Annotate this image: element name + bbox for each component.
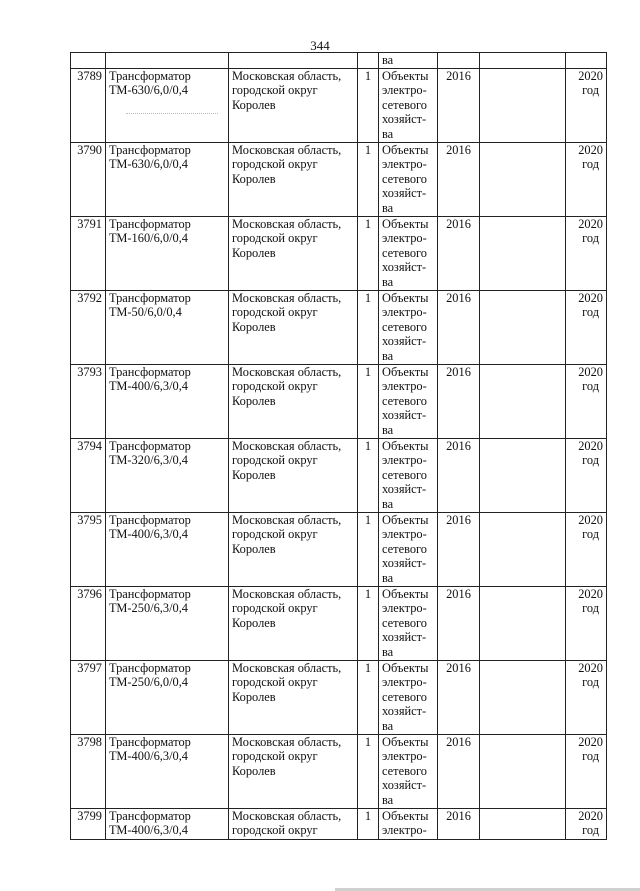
blank-cell bbox=[480, 290, 566, 364]
year-cell: 2016 bbox=[438, 438, 480, 512]
location-cell bbox=[229, 142, 358, 216]
category-cell bbox=[379, 660, 438, 734]
name-line: Трансформатор bbox=[109, 586, 191, 601]
location-cell bbox=[229, 290, 358, 364]
blank-cell bbox=[480, 586, 566, 660]
planned-year-line: 2020 bbox=[578, 512, 603, 527]
location-cell bbox=[229, 512, 358, 586]
name-line: ТМ-250/6,0/0,4 bbox=[109, 675, 188, 690]
name-cell bbox=[106, 660, 229, 734]
table-row bbox=[71, 142, 607, 216]
continued-row bbox=[71, 53, 607, 69]
location-line: Королев bbox=[232, 467, 276, 482]
name-line: ТМ-250/6,3/0,4 bbox=[109, 601, 188, 616]
category-line: хозяйст- bbox=[382, 704, 427, 719]
category-line: сетевого bbox=[382, 97, 427, 112]
row-number-cell: 3792 bbox=[71, 290, 106, 364]
quantity-cell: 1 bbox=[358, 512, 379, 586]
category-line: ва bbox=[382, 126, 394, 141]
category-line: сетевого bbox=[382, 319, 427, 334]
year-cell: 2016 bbox=[438, 734, 480, 808]
year-cell: 2016 bbox=[438, 68, 480, 142]
blank-cell bbox=[480, 660, 566, 734]
planned-year bbox=[578, 661, 603, 690]
location-line: Московская область, bbox=[232, 216, 342, 231]
planned-year-line: год bbox=[582, 823, 600, 838]
location-cell bbox=[229, 68, 358, 142]
location-line: Королев bbox=[232, 763, 276, 778]
category-line: электро- bbox=[382, 823, 427, 838]
location-line: городской округ bbox=[232, 453, 318, 468]
category-line: Объекты bbox=[382, 142, 429, 157]
category-line: сетевого bbox=[382, 615, 427, 630]
quantity-cell: 1 bbox=[358, 364, 379, 438]
year-cell: 2016 bbox=[438, 586, 480, 660]
location-line: Королев bbox=[232, 97, 276, 112]
category-line: ва bbox=[382, 792, 394, 807]
year-cell: 2016 bbox=[438, 364, 480, 438]
category-line: Объекты bbox=[382, 734, 429, 749]
row-number-cell: 3799 bbox=[71, 808, 106, 839]
scan-smudge bbox=[126, 113, 218, 116]
blank-cell bbox=[480, 808, 566, 839]
category-line: Объекты bbox=[382, 364, 429, 379]
year-cell: 2016 bbox=[438, 512, 480, 586]
cell-empty bbox=[358, 53, 379, 69]
location-cell bbox=[229, 808, 358, 839]
planned-year-line: год bbox=[582, 157, 600, 172]
category-line: электро- bbox=[382, 601, 427, 616]
location-line: городской округ bbox=[232, 601, 318, 616]
location-line: Московская область, bbox=[232, 68, 342, 83]
category-line: сетевого bbox=[382, 245, 427, 260]
quantity-cell: 1 bbox=[358, 808, 379, 839]
planned-year bbox=[578, 217, 603, 246]
planned-year-cell bbox=[566, 438, 607, 512]
planned-year-line: год bbox=[582, 749, 600, 764]
location-cell bbox=[229, 586, 358, 660]
blank-cell bbox=[480, 438, 566, 512]
location-line: Королев bbox=[232, 541, 276, 556]
category-line: ва bbox=[382, 718, 394, 733]
location-cell bbox=[229, 364, 358, 438]
cell-empty bbox=[106, 53, 229, 69]
category-line: электро- bbox=[382, 157, 427, 172]
category-line: электро- bbox=[382, 83, 427, 98]
name-line: ТМ-50/6,0/0,4 bbox=[109, 305, 182, 320]
quantity-cell: 1 bbox=[358, 216, 379, 290]
location-line: Московская область, bbox=[232, 290, 342, 305]
category-cell bbox=[379, 364, 438, 438]
location-line: Московская область, bbox=[232, 142, 342, 157]
location-line: городской округ bbox=[232, 749, 318, 764]
name-line: ТМ-400/6,3/0,4 bbox=[109, 527, 188, 542]
category-line: электро- bbox=[382, 379, 427, 394]
table-row bbox=[71, 364, 607, 438]
name-line: Трансформатор bbox=[109, 512, 191, 527]
table-row bbox=[71, 808, 607, 839]
category-line: электро- bbox=[382, 305, 427, 320]
category-cell bbox=[379, 734, 438, 808]
name-cell bbox=[106, 512, 229, 586]
category-line: Объекты bbox=[382, 586, 429, 601]
category-line: ва bbox=[382, 570, 394, 585]
category-line: электро- bbox=[382, 749, 427, 764]
category-line: ва bbox=[382, 348, 394, 363]
category-line: электро- bbox=[382, 527, 427, 542]
planned-year bbox=[578, 439, 603, 468]
category-line: Объекты bbox=[382, 290, 429, 305]
category-cell bbox=[379, 586, 438, 660]
cell-empty bbox=[480, 53, 566, 69]
row-number-cell: 3793 bbox=[71, 364, 106, 438]
name-line: Трансформатор bbox=[109, 216, 191, 231]
planned-year-cell bbox=[566, 512, 607, 586]
planned-year-line: 2020 bbox=[578, 364, 603, 379]
location-line: городской округ bbox=[232, 157, 318, 172]
category-cell bbox=[379, 142, 438, 216]
location-line: Московская область, bbox=[232, 438, 342, 453]
planned-year-cell bbox=[566, 142, 607, 216]
table-row bbox=[71, 512, 607, 586]
planned-year-line: год bbox=[582, 379, 600, 394]
location-line: городской округ bbox=[232, 675, 318, 690]
name-line: Трансформатор bbox=[109, 68, 191, 83]
year-cell: 2016 bbox=[438, 808, 480, 839]
category-cell bbox=[379, 290, 438, 364]
location-line: Московская область, bbox=[232, 808, 342, 823]
planned-year bbox=[578, 365, 603, 394]
blank-cell bbox=[480, 142, 566, 216]
name-line: ТМ-630/6,0/0,4 bbox=[109, 83, 188, 98]
row-number-cell: 3796 bbox=[71, 586, 106, 660]
location-line: Королев bbox=[232, 245, 276, 260]
category-line: электро- bbox=[382, 231, 427, 246]
name-line: ТМ-400/6,3/0,4 bbox=[109, 823, 188, 838]
quantity-cell: 1 bbox=[358, 660, 379, 734]
category-line: Объекты bbox=[382, 660, 429, 675]
category-line: Объекты bbox=[382, 512, 429, 527]
category-line: ва bbox=[382, 422, 394, 437]
planned-year bbox=[578, 809, 603, 838]
name-cell bbox=[106, 142, 229, 216]
name-line: ТМ-320/6,3/0,4 bbox=[109, 453, 188, 468]
planned-year-line: 2020 bbox=[578, 142, 603, 157]
location-cell bbox=[229, 660, 358, 734]
planned-year bbox=[578, 735, 603, 764]
category-line: хозяйст- bbox=[382, 112, 427, 127]
planned-year-line: 2020 bbox=[578, 216, 603, 231]
year-cell: 2016 bbox=[438, 216, 480, 290]
cell-empty bbox=[566, 53, 607, 69]
planned-year-cell bbox=[566, 808, 607, 839]
year-cell: 2016 bbox=[438, 660, 480, 734]
planned-year-line: год bbox=[582, 453, 600, 468]
category-line: хозяйст- bbox=[382, 408, 427, 423]
category-line: хозяйст- bbox=[382, 334, 427, 349]
row-number-cell: 3790 bbox=[71, 142, 106, 216]
category-continued-cell: ва bbox=[379, 53, 438, 69]
planned-year-cell bbox=[566, 734, 607, 808]
name-line: ТМ-630/6,0/0,4 bbox=[109, 157, 188, 172]
planned-year-cell bbox=[566, 660, 607, 734]
quantity-cell: 1 bbox=[358, 438, 379, 512]
quantity-cell: 1 bbox=[358, 142, 379, 216]
table-row bbox=[71, 438, 607, 512]
table-row bbox=[71, 68, 607, 142]
planned-year-line: 2020 bbox=[578, 808, 603, 823]
location-line: Королев bbox=[232, 393, 276, 408]
planned-year-line: год bbox=[582, 675, 600, 690]
name-line: Трансформатор bbox=[109, 734, 191, 749]
table-row bbox=[71, 734, 607, 808]
planned-year bbox=[578, 69, 603, 98]
planned-year-line: год bbox=[582, 601, 600, 616]
table-row bbox=[71, 216, 607, 290]
category-line: хозяйст- bbox=[382, 778, 427, 793]
planned-year-line: год bbox=[582, 83, 600, 98]
category-line: хозяйст- bbox=[382, 482, 427, 497]
location-line: Московская область, bbox=[232, 512, 342, 527]
blank-cell bbox=[480, 512, 566, 586]
page-number: 344 bbox=[310, 38, 330, 53]
cell-empty bbox=[71, 53, 106, 69]
table-row bbox=[71, 660, 607, 734]
category-line: сетевого bbox=[382, 541, 427, 556]
name-line: Трансформатор bbox=[109, 660, 191, 675]
location-line: Королев bbox=[232, 689, 276, 704]
location-line: городской округ bbox=[232, 527, 318, 542]
category-line: Объекты bbox=[382, 438, 429, 453]
planned-year-line: 2020 bbox=[578, 290, 603, 305]
planned-year-cell bbox=[566, 290, 607, 364]
category-line: хозяйст- bbox=[382, 630, 427, 645]
planned-year-cell bbox=[566, 68, 607, 142]
planned-year-cell bbox=[566, 586, 607, 660]
location-cell bbox=[229, 216, 358, 290]
category-cell bbox=[379, 216, 438, 290]
location-line: Королев bbox=[232, 319, 276, 334]
location-line: Московская область, bbox=[232, 586, 342, 601]
name-line: Трансформатор bbox=[109, 438, 191, 453]
category-line: хозяйст- bbox=[382, 260, 427, 275]
planned-year bbox=[578, 143, 603, 172]
cell-empty bbox=[229, 53, 358, 69]
planned-year-line: год bbox=[582, 305, 600, 320]
category-line: электро- bbox=[382, 675, 427, 690]
name-line: Трансформатор bbox=[109, 290, 191, 305]
year-cell: 2016 bbox=[438, 142, 480, 216]
name-line: Трансформатор bbox=[109, 808, 191, 823]
quantity-cell: 1 bbox=[358, 734, 379, 808]
category-cell bbox=[379, 68, 438, 142]
location-line: Королев bbox=[232, 171, 276, 186]
category-line: Объекты bbox=[382, 808, 429, 823]
category-line: сетевого bbox=[382, 763, 427, 778]
location-line: городской округ bbox=[232, 83, 318, 98]
planned-year-line: год bbox=[582, 527, 600, 542]
row-number-cell: 3795 bbox=[71, 512, 106, 586]
category-line: ва bbox=[382, 200, 394, 215]
table-row bbox=[71, 586, 607, 660]
asset-table bbox=[70, 52, 607, 840]
blank-cell bbox=[480, 68, 566, 142]
location-line: городской округ bbox=[232, 823, 318, 838]
row-number-cell: 3798 bbox=[71, 734, 106, 808]
blank-cell bbox=[480, 364, 566, 438]
planned-year-line: 2020 bbox=[578, 660, 603, 675]
location-line: Московская область, bbox=[232, 364, 342, 379]
name-line: ТМ-400/6,3/0,4 bbox=[109, 749, 188, 764]
quantity-cell: 1 bbox=[358, 290, 379, 364]
planned-year-line: 2020 bbox=[578, 68, 603, 83]
name-cell bbox=[106, 290, 229, 364]
planned-year-cell bbox=[566, 364, 607, 438]
name-cell bbox=[106, 364, 229, 438]
row-number-cell: 3789 bbox=[71, 68, 106, 142]
category-line: ва bbox=[382, 496, 394, 511]
category-line: сетевого bbox=[382, 689, 427, 704]
cell-empty bbox=[438, 53, 480, 69]
category-line: сетевого bbox=[382, 171, 427, 186]
year-cell: 2016 bbox=[438, 290, 480, 364]
table-row bbox=[71, 290, 607, 364]
row-number-cell: 3797 bbox=[71, 660, 106, 734]
row-number-cell: 3794 bbox=[71, 438, 106, 512]
planned-year-line: 2020 bbox=[578, 734, 603, 749]
blank-cell bbox=[480, 734, 566, 808]
blank-cell bbox=[480, 216, 566, 290]
category-cell bbox=[379, 808, 438, 839]
category-line: хозяйст- bbox=[382, 186, 427, 201]
planned-year bbox=[578, 513, 603, 542]
name-line: Трансформатор bbox=[109, 364, 191, 379]
category-line: Объекты bbox=[382, 68, 429, 83]
category-line: сетевого bbox=[382, 467, 427, 482]
name-line: ТМ-400/6,3/0,4 bbox=[109, 379, 188, 394]
name-cell bbox=[106, 586, 229, 660]
planned-year-cell bbox=[566, 216, 607, 290]
location-line: городской округ bbox=[232, 379, 318, 394]
location-line: Королев bbox=[232, 615, 276, 630]
name-line: ТМ-160/6,0/0,4 bbox=[109, 231, 188, 246]
location-line: городской округ bbox=[232, 231, 318, 246]
location-line: Московская область, bbox=[232, 660, 342, 675]
planned-year-line: 2020 bbox=[578, 586, 603, 601]
category-line: Объекты bbox=[382, 216, 429, 231]
name-cell bbox=[106, 438, 229, 512]
name-cell bbox=[106, 808, 229, 839]
planned-year-line: год bbox=[582, 231, 600, 246]
category-line: ва bbox=[382, 274, 394, 289]
category-line: хозяйст- bbox=[382, 556, 427, 571]
name-cell bbox=[106, 734, 229, 808]
category-line: электро- bbox=[382, 453, 427, 468]
location-line: городской округ bbox=[232, 305, 318, 320]
category-cell bbox=[379, 512, 438, 586]
name-line: Трансформатор bbox=[109, 142, 191, 157]
category-line: сетевого bbox=[382, 393, 427, 408]
location-cell bbox=[229, 438, 358, 512]
category-line: ва bbox=[382, 644, 394, 659]
planned-year bbox=[578, 291, 603, 320]
planned-year bbox=[578, 587, 603, 616]
row-number-cell: 3791 bbox=[71, 216, 106, 290]
quantity-cell: 1 bbox=[358, 68, 379, 142]
category-cell bbox=[379, 438, 438, 512]
location-cell bbox=[229, 734, 358, 808]
location-line: Московская область, bbox=[232, 734, 342, 749]
name-cell bbox=[106, 68, 229, 142]
name-cell bbox=[106, 216, 229, 290]
planned-year-line: 2020 bbox=[578, 438, 603, 453]
quantity-cell: 1 bbox=[358, 586, 379, 660]
